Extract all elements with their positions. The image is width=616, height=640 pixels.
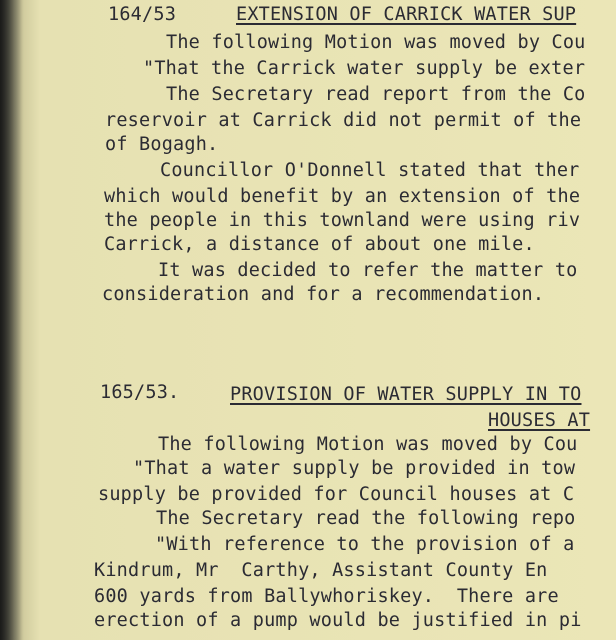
text-line: reservoir at Carrick did not permit of the [105,110,582,131]
text-line: "That a water supply be provided in tow [133,458,576,479]
text-line: It was decided to refer the matter to [158,260,578,281]
text-line: The following Motion was moved by Cou [166,32,586,53]
text-line: 600 yards from Ballywhoriskey. There are [94,586,559,607]
minute-number: 164/53 [108,4,177,25]
text-line: "With reference to the provision of a [155,534,575,555]
text-line: the people in this townland were using riv [104,210,581,231]
binding-shadow [0,0,24,640]
text-line: Carrick, a distance of about one mile. [104,234,535,255]
minute-number: 165/53. [100,382,180,403]
text-line: The Secretary read report from the Co [166,84,586,105]
text-line: which would benefit by an extension of the [104,186,581,207]
minute-heading: PROVISION OF WATER SUPPLY IN TO [230,384,582,405]
text-line: consideration and for a recommendation. [102,284,545,305]
text-line: Kindrum, Mr Carthy, Assistant County En [94,560,548,581]
text-line: supply be provided for Council houses at C [98,484,575,505]
minute-heading-continued: HOUSES AT [488,410,591,431]
minute-heading: EXTENSION OF CARRICK WATER SUP [236,4,577,25]
text-line: Councillor O'Donnell stated that ther [160,160,580,181]
text-line: erection of a pump would be justified in pi [94,610,582,631]
text-line: of Bogagh. [105,134,219,155]
text-line: The following Motion was moved by Cou [158,434,578,455]
text-line: The Secretary read the following repo [156,508,576,529]
text-line: "That the Carrick water supply be exter [143,58,586,79]
